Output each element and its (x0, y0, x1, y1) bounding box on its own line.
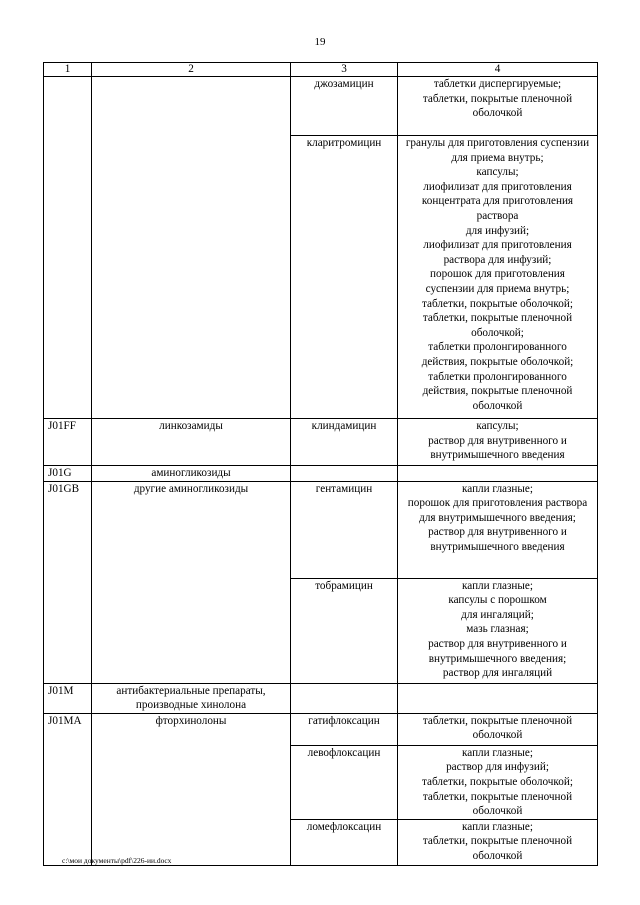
substance-cell: джозамицин (291, 77, 398, 136)
group-cell: другие аминогликозиды (92, 481, 291, 683)
table-row (44, 683, 598, 713)
dosage-forms-cell: таблетки диспергируемые; таблетки, покрытые пленочной оболочкой (398, 77, 598, 136)
substance-cell: гентамицин (291, 481, 398, 578)
table-row (44, 466, 598, 482)
drug-table (43, 62, 598, 866)
dosage-forms-cell (398, 683, 598, 713)
substance-cell: гатифлоксацин (291, 713, 398, 745)
dosage-forms-cell: капли глазные; капсулы с порошком для ингаляций; мазь глазная; раствор для внутривенного и внутримышечного введения; раствор для ингаляций (398, 578, 598, 683)
substance-cell: кларитромицин (291, 136, 398, 419)
substance-cell (291, 683, 398, 713)
dosage-forms-cell: таблетки, покрытые пленочной оболочкой (398, 713, 598, 745)
group-cell: линкозамиды (92, 419, 291, 466)
table-row (44, 77, 598, 136)
atc-code-cell: J01M (44, 683, 92, 713)
dosage-forms-cell: капли глазные; раствор для инфузий; таблетки, покрытые оболочкой; таблетки, покрытые пленочной оболочкой (398, 745, 598, 819)
dosage-forms-cell: капли глазные; порошок для приготовления раствора для внутримышечного введения; раствор для внутривенного и внутримышечного введения (398, 481, 598, 578)
substance-cell (291, 466, 398, 482)
header-row (44, 63, 598, 77)
group-cell: антибактериальные препараты, производные хинолона (92, 683, 291, 713)
header-col-3: 3 (291, 63, 398, 77)
atc-code-cell: J01GB (44, 481, 92, 683)
dosage-forms-cell: капли глазные; таблетки, покрытые пленочной оболочкой (398, 819, 598, 865)
footer-file-path: c:\мои документы\pdf\226-ии.docx (62, 856, 172, 865)
header-col-2: 2 (92, 63, 291, 77)
atc-code-cell: J01G (44, 466, 92, 482)
dosage-forms-cell: капсулы; раствор для внутривенного и внутримышечного введения (398, 419, 598, 466)
group-cell: аминогликозиды (92, 466, 291, 482)
substance-cell: левофлоксацин (291, 745, 398, 819)
header-col-1: 1 (44, 63, 92, 77)
group-cell (92, 77, 291, 419)
dosage-forms-cell (398, 466, 598, 482)
table-row (44, 419, 598, 466)
substance-cell: ломефлоксацин (291, 819, 398, 865)
page-number: 19 (314, 36, 326, 48)
table-row (44, 713, 598, 745)
group-cell: фторхинолоны (92, 713, 291, 865)
substance-cell: тобрамицин (291, 578, 398, 683)
substance-cell: клиндамицин (291, 419, 398, 466)
dosage-forms-cell: гранулы для приготовления суспензии для приема внутрь; капсулы; лиофилизат для приготовления концентрата для приготовления раствора для инфузий; лиофилизат для приготовления раствора для инфузий; порошок для приготовления суспензии для приема внутрь; таблетки, покрытые оболочкой; таблетки, покрытые пленочной оболочкой; таблетки пролонгированного действия, покрытые оболочкой; таблетки пролонгированного действия, покрытые пленочной оболочкой (398, 136, 598, 419)
atc-code-cell (44, 77, 92, 419)
header-col-4: 4 (398, 63, 598, 77)
table-row (44, 481, 598, 578)
atc-code-cell: J01MA (44, 713, 92, 865)
atc-code-cell: J01FF (44, 419, 92, 466)
